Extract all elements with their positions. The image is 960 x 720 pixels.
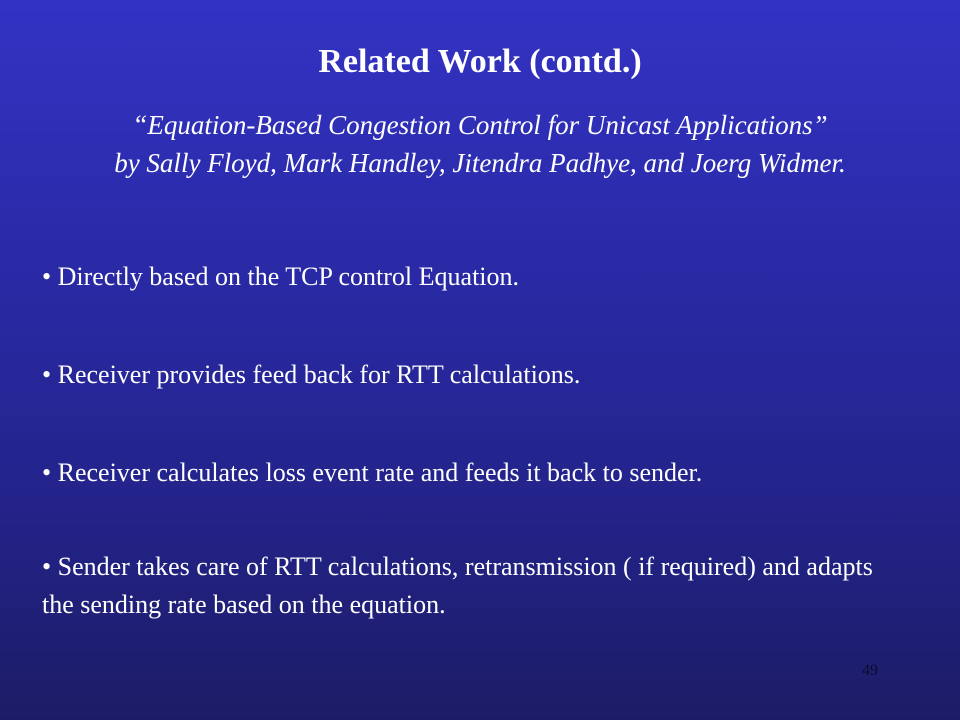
bullet-item: • Sender takes care of RTT calculations, retransmission ( if required) and adapts the sending rate based on the equation.: [42, 552, 873, 619]
bullet-item: • Directly based on the TCP control Equation.: [42, 262, 520, 291]
bullet-item: • Receiver calculates loss event rate and feeds it back to sender.: [42, 458, 703, 487]
paper-title: “Equation-Based Congestion Control for Unicast Applications”: [132, 110, 828, 140]
paper-citation: [0, 106, 960, 182]
page-number: 49: [862, 662, 878, 679]
slide-title: Related Work (contd.): [318, 43, 642, 80]
paper-authors: by Sally Floyd, Mark Handley, Jitendra Padhye, and Joerg Widmer.: [114, 148, 846, 178]
bullet-item: • Receiver provides feed back for RTT calculations.: [42, 360, 581, 389]
